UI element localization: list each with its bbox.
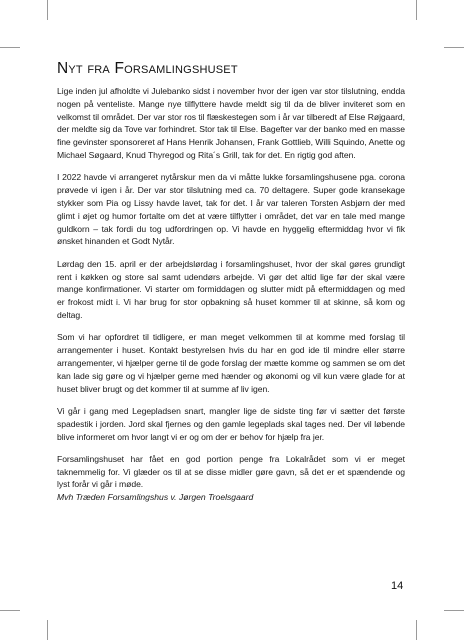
crop-mark-bottom-right-h (444, 610, 464, 611)
paragraph-julebanko: Lige inden jul afholdte vi Julebanko sidst i november hvor der igen var stor tilslutning, endda nogen på venteliste. Mange nye tilflyttere havde meldt sig til da de bliver inviteret som en velkomst til området. Der var stor ros til flæskestegen som i år var tilberedt af Else Røjgaard, der meldte sig da Tove var forhindret. Stor tak til Else. Bagefter var der banko med en masse fine gevinster sponsoreret af Hans Henrik Johansen, Frank Gottlieb, Willi Squindo, Anette og Michael Søgaard, Knud Thyregod og Rita´s Grill, tak for det. En rigtig god aften. (57, 86, 405, 160)
page-number: 14 (391, 580, 404, 592)
crop-mark-top-left-v (47, 0, 48, 20)
crop-mark-bottom-left-v (47, 620, 48, 640)
paragraph-nytaarskur: I 2022 havde vi arrangeret nytårskur men da vi måtte lukke forsamlingshusene pga. corona prøvede vi igen i år. Der var stor tilslutning med ca. 70 deltagere. Super gode kransekage stykker som Pia og Lissy havde lavet, tak for det. I år var taleren Torsten Asbjørn der med glimt i øjet og humor fortalte om det at være tilflytter i området, det var en tale med mange guldkorn – tak fordi du tog udfordringen op. Vi havde en hyggelig eftermiddag hvor vi fik ønsket hinanden et Godt Nytår. (57, 172, 405, 247)
article-title: Nyt fra Forsamlingshuset (57, 60, 238, 77)
crop-mark-top-right-h (444, 47, 464, 48)
paragraph-forslag: Som vi har opfordret til tidligere, er man meget velkommen til at komme med forslag til arrangementer i huset. Kontakt bestyrelsen hvis du har en god ide til mindre eller større arrangementer, vi hjælper gerne til de gode forslag der mætte komme og sammen se om det kan lade sig gøre og vi hjælper gerne med hænder og økonomi og vil kun være glade for at huset bliver brugt og det kommer til at summe af liv igen. (57, 332, 405, 394)
crop-mark-top-left-h (0, 47, 20, 48)
paragraph-arbejdsloerdag: Lørdag den 15. april er der arbejdslørdag i forsamlingshuset, hvor der skal gøres grundigt rent i køkken og store sal samt udendørs arbejde. Vi gør det altid lige før der skal være mange konfirmationer. Vi starter om formiddagen og slutter midt på eftermiddagen og med er frokost midt i. Vi har brug for stor opbakning så huset kommer til at skinne, så kom og deltag. (57, 258, 405, 320)
crop-mark-bottom-left-h (0, 610, 20, 611)
article (57, 60, 405, 504)
crop-mark-top-right-v (416, 0, 417, 20)
paragraph-lokalraad: Forsamlingshuset har fået en god portion penge fra Lokalrådet som vi er meget taknemmelig for. Vi glæder os til at se disse midler gøre gavn, så det er et spændende og lyst forår vi går i møde. (57, 453, 405, 490)
paragraph-legeplads: Vi går i gang med Legepladsen snart, mangler lige de sidste ting før vi sætter det første spadestik i jorden. Jord skal fjernes og den gamle legeplads skal tages ned. Der vil løbende blive informeret om hvor langt vi er og om der er behov for hjælp fra jer. (57, 405, 405, 442)
crop-mark-bottom-right-v (416, 620, 417, 640)
signature: Mvh Træden Forsamlingshus v. Jørgen Troelsgaard (57, 492, 254, 503)
